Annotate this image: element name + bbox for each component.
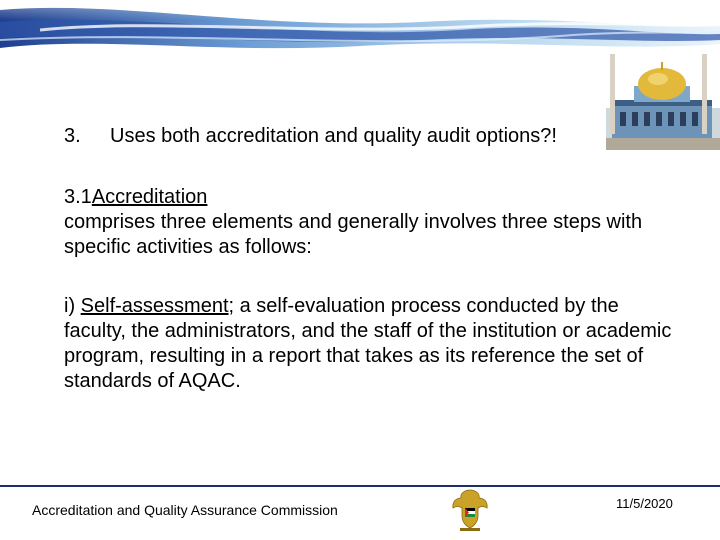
- heading-text: Uses both accreditation and quality audit options?!: [110, 125, 557, 147]
- palestine-emblem-icon: [450, 486, 490, 532]
- section-accreditation: [64, 185, 684, 260]
- footer-organization: Accreditation and Quality Assurance Commission: [32, 502, 338, 518]
- item-prefix: i): [64, 295, 76, 317]
- section-number: 3.1: [64, 186, 92, 208]
- item-description: ; a self-evaluation process conducted by the faculty, the administrators, and the staff of the institution or academic program, resulting in a report that takes as its reference the set of standards of AQAC.: [64, 295, 672, 392]
- section-body: comprises three elements and generally involves three steps with specific activities as follows:: [64, 211, 643, 258]
- heading-number: 3.: [64, 125, 81, 147]
- footer-divider: [0, 485, 720, 487]
- slide-body: [64, 124, 684, 428]
- item-term: Self-assessment: [80, 295, 229, 317]
- slide-date: 11/5/2020: [616, 496, 673, 511]
- section-title: Accreditation: [91, 186, 208, 208]
- item-self-assessment: [64, 294, 684, 394]
- slide-heading: [64, 124, 684, 149]
